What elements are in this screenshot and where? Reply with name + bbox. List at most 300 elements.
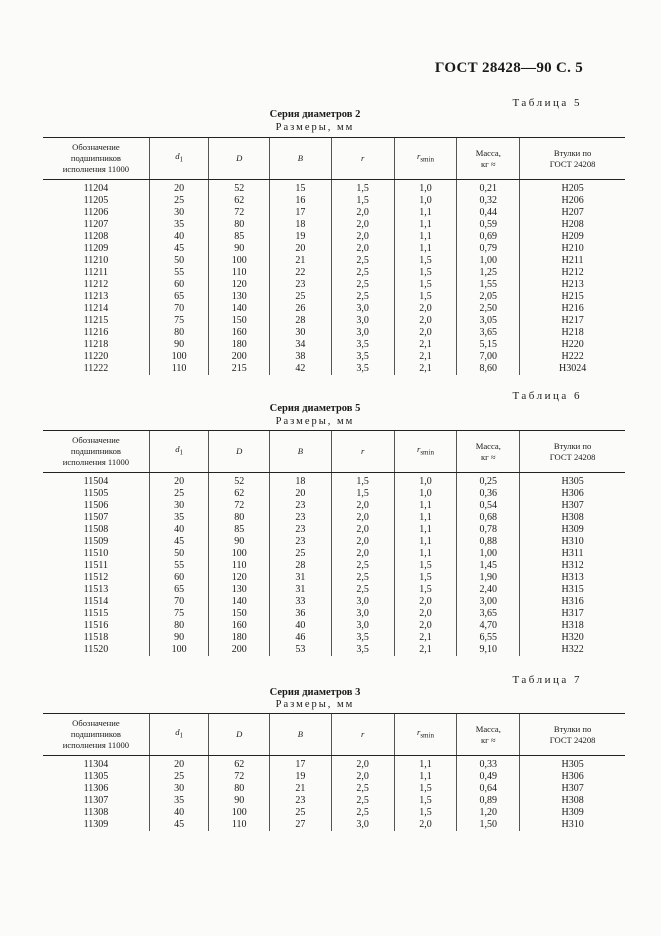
cell-r: 1,5 bbox=[331, 473, 394, 489]
cell-D: 130 bbox=[209, 291, 270, 303]
cell-designation: 11306 bbox=[83, 783, 109, 794]
header-row bbox=[43, 138, 625, 180]
cell-designation: 11307 bbox=[83, 795, 109, 806]
cell-B: 36 bbox=[270, 608, 332, 620]
cell-designation: 11520 bbox=[83, 644, 109, 655]
cell-designation: 11206 bbox=[83, 207, 109, 218]
cell-D: 100 bbox=[209, 807, 270, 819]
cell-mass: 8,60 bbox=[457, 363, 520, 375]
cell-r: 2,5 bbox=[331, 807, 394, 819]
cell-mass: 1,00 bbox=[457, 548, 520, 560]
col-header-D bbox=[209, 431, 270, 473]
cell-rsmin: 1,1 bbox=[394, 500, 457, 512]
col-header-designation bbox=[43, 714, 149, 756]
cell-r: 2,0 bbox=[331, 548, 394, 560]
cell-D: 62 bbox=[209, 756, 270, 772]
cell-sleeve: H318 bbox=[520, 620, 625, 632]
col-header-mass bbox=[457, 138, 520, 180]
table-row bbox=[43, 756, 625, 772]
cell-r: 2,5 bbox=[331, 291, 394, 303]
cell-r: 2,0 bbox=[331, 512, 394, 524]
col-header-d1 bbox=[149, 714, 209, 756]
cell-rsmin: 2,1 bbox=[394, 632, 457, 644]
cell-r: 2,0 bbox=[331, 524, 394, 536]
col-header-D bbox=[209, 714, 270, 756]
table-row bbox=[43, 548, 625, 560]
table-row bbox=[43, 231, 625, 243]
cell-B: 25 bbox=[270, 548, 332, 560]
cell-sleeve: H307 bbox=[520, 783, 625, 795]
cell-sleeve: H307 bbox=[520, 500, 625, 512]
cell-d1: 75 bbox=[149, 608, 209, 620]
table-row bbox=[43, 339, 625, 351]
cell-mass: 1,90 bbox=[457, 572, 520, 584]
cell-rsmin: 1,5 bbox=[394, 584, 457, 596]
cell-B: 23 bbox=[270, 512, 332, 524]
cell-mass: 9,10 bbox=[457, 644, 520, 656]
cell-designation: 11516 bbox=[83, 620, 109, 631]
cell-designation: 11218 bbox=[83, 339, 109, 350]
cell-mass: 3,65 bbox=[457, 327, 520, 339]
cell-D: 120 bbox=[209, 572, 270, 584]
cell-sleeve: H310 bbox=[520, 819, 625, 831]
cell-sleeve: H312 bbox=[520, 560, 625, 572]
col-header-mass bbox=[457, 714, 520, 756]
cell-D: 140 bbox=[209, 303, 270, 315]
cell-mass: 0,78 bbox=[457, 524, 520, 536]
col-header-mass-line: кг ≈ bbox=[481, 158, 496, 169]
cell-B: 18 bbox=[270, 219, 332, 231]
col-header-D bbox=[209, 138, 270, 180]
table-row bbox=[43, 291, 625, 303]
col-header-D-symbol: D bbox=[236, 153, 243, 163]
cell-d1: 20 bbox=[149, 473, 209, 489]
col-header-designation-line: Обозначение bbox=[72, 142, 120, 152]
cell-rsmin: 1,5 bbox=[394, 279, 457, 291]
table-row bbox=[43, 608, 625, 620]
col-header-d1-subscript: 1 bbox=[179, 731, 184, 740]
cell-designation: 11518 bbox=[83, 632, 109, 643]
cell-mass: 0,59 bbox=[457, 219, 520, 231]
cell-sleeve: H218 bbox=[520, 327, 625, 339]
cell-d1: 75 bbox=[149, 315, 209, 327]
col-header-B-symbol: B bbox=[297, 153, 303, 163]
cell-designation: 11308 bbox=[83, 807, 109, 818]
table-row bbox=[43, 783, 625, 795]
table-6-sizes-caption: Размеры, мм bbox=[275, 416, 355, 427]
page-header: ГОСТ 28428—90 С. 5 bbox=[434, 60, 583, 76]
cell-B: 38 bbox=[270, 351, 332, 363]
cell-B: 53 bbox=[270, 644, 332, 656]
cell-designation: 11208 bbox=[83, 231, 109, 242]
cell-r: 2,5 bbox=[331, 279, 394, 291]
cell-D: 80 bbox=[209, 219, 270, 231]
cell-rsmin: 1,5 bbox=[394, 267, 457, 279]
table-row bbox=[43, 644, 625, 656]
table-row bbox=[43, 327, 625, 339]
cell-designation: 11509 bbox=[83, 536, 109, 547]
cell-rsmin: 2,1 bbox=[394, 339, 457, 351]
col-header-d1-subscript: 1 bbox=[179, 155, 184, 164]
cell-mass: 3,65 bbox=[457, 608, 520, 620]
cell-r: 2,0 bbox=[331, 207, 394, 219]
cell-B: 34 bbox=[270, 339, 332, 351]
cell-d1: 45 bbox=[149, 536, 209, 548]
col-header-rsmin-subscript: smin bbox=[420, 448, 434, 457]
header-row bbox=[43, 714, 625, 756]
cell-rsmin: 1,1 bbox=[394, 756, 457, 772]
table-row bbox=[43, 207, 625, 219]
table-row bbox=[43, 488, 625, 500]
cell-rsmin: 1,1 bbox=[394, 207, 457, 219]
cell-mass: 7,00 bbox=[457, 351, 520, 363]
cell-sleeve: H210 bbox=[520, 243, 625, 255]
col-header-mass-line: кг ≈ bbox=[481, 451, 496, 462]
cell-B: 18 bbox=[270, 473, 332, 489]
cell-B: 28 bbox=[270, 560, 332, 572]
table-5-sizes-caption: Размеры, мм bbox=[275, 122, 355, 133]
cell-D: 62 bbox=[209, 488, 270, 500]
cell-mass: 3,05 bbox=[457, 315, 520, 327]
cell-mass: 1,25 bbox=[457, 267, 520, 279]
cell-r: 1,5 bbox=[331, 180, 394, 196]
cell-rsmin: 1,0 bbox=[394, 180, 457, 196]
cell-B: 20 bbox=[270, 243, 332, 255]
cell-r: 2,5 bbox=[331, 560, 394, 572]
cell-B: 23 bbox=[270, 500, 332, 512]
cell-B: 25 bbox=[270, 291, 332, 303]
table-row bbox=[43, 819, 625, 831]
cell-D: 110 bbox=[209, 560, 270, 572]
cell-mass: 2,40 bbox=[457, 584, 520, 596]
cell-designation: 11309 bbox=[83, 819, 109, 830]
cell-d1: 25 bbox=[149, 488, 209, 500]
table-row bbox=[43, 500, 625, 512]
table-7-label: Таблица 7 bbox=[512, 674, 582, 686]
cell-d1: 30 bbox=[149, 500, 209, 512]
table-row bbox=[43, 596, 625, 608]
cell-d1: 55 bbox=[149, 267, 209, 279]
col-header-sleeves-line: ГОСТ 24208 bbox=[549, 451, 596, 462]
cell-sleeve: H208 bbox=[520, 219, 625, 231]
cell-rsmin: 1,1 bbox=[394, 771, 457, 783]
cell-designation: 11222 bbox=[83, 363, 109, 374]
cell-rsmin: 1,5 bbox=[394, 783, 457, 795]
cell-rsmin: 2,1 bbox=[394, 363, 457, 375]
cell-d1: 55 bbox=[149, 560, 209, 572]
cell-r: 3,5 bbox=[331, 351, 394, 363]
cell-D: 72 bbox=[209, 207, 270, 219]
col-header-r bbox=[331, 431, 394, 473]
col-header-designation bbox=[43, 431, 149, 473]
cell-mass: 2,50 bbox=[457, 303, 520, 315]
cell-r: 2,5 bbox=[331, 572, 394, 584]
cell-designation: 11216 bbox=[83, 327, 109, 338]
cell-mass: 0,49 bbox=[457, 771, 520, 783]
cell-sleeve: H313 bbox=[520, 572, 625, 584]
col-header-rsmin bbox=[394, 431, 457, 473]
cell-B: 23 bbox=[270, 524, 332, 536]
cell-rsmin: 1,0 bbox=[394, 473, 457, 489]
cell-mass: 0,33 bbox=[457, 756, 520, 772]
cell-designation: 11204 bbox=[83, 183, 109, 194]
col-header-mass-line: Масса, bbox=[475, 440, 501, 451]
col-header-sleeves-line: Втулки по bbox=[553, 147, 592, 158]
cell-r: 3,0 bbox=[331, 620, 394, 632]
cell-r: 3,0 bbox=[331, 303, 394, 315]
cell-sleeve: H305 bbox=[520, 473, 625, 489]
cell-d1: 80 bbox=[149, 327, 209, 339]
cell-sleeve: H305 bbox=[520, 756, 625, 772]
cell-r: 2,5 bbox=[331, 255, 394, 267]
cell-designation: 11510 bbox=[83, 548, 109, 559]
cell-designation: 11508 bbox=[83, 524, 109, 535]
cell-sleeve: H213 bbox=[520, 279, 625, 291]
cell-d1: 50 bbox=[149, 255, 209, 267]
cell-B: 21 bbox=[270, 783, 332, 795]
cell-D: 72 bbox=[209, 771, 270, 783]
cell-B: 21 bbox=[270, 255, 332, 267]
cell-designation: 11512 bbox=[83, 572, 109, 583]
cell-d1: 20 bbox=[149, 180, 209, 196]
cell-mass: 1,20 bbox=[457, 807, 520, 819]
cell-B: 28 bbox=[270, 315, 332, 327]
cell-B: 17 bbox=[270, 756, 332, 772]
cell-sleeve: H316 bbox=[520, 596, 625, 608]
cell-d1: 40 bbox=[149, 807, 209, 819]
cell-rsmin: 2,0 bbox=[394, 819, 457, 831]
cell-designation: 11210 bbox=[83, 255, 109, 266]
cell-rsmin: 1,1 bbox=[394, 548, 457, 560]
cell-sleeve: H217 bbox=[520, 315, 625, 327]
col-header-r bbox=[331, 714, 394, 756]
col-header-r-symbol: r bbox=[360, 153, 365, 163]
cell-sleeve: H317 bbox=[520, 608, 625, 620]
cell-sleeve: H211 bbox=[520, 255, 625, 267]
cell-r: 2,5 bbox=[331, 267, 394, 279]
cell-designation: 11220 bbox=[83, 351, 109, 362]
table-row bbox=[43, 620, 625, 632]
cell-d1: 20 bbox=[149, 756, 209, 772]
table-row bbox=[43, 512, 625, 524]
col-header-r-symbol: r bbox=[360, 446, 365, 456]
col-header-rsmin-subscript: smin bbox=[420, 155, 434, 164]
cell-designation: 11511 bbox=[83, 560, 109, 571]
cell-rsmin: 1,1 bbox=[394, 524, 457, 536]
cell-designation: 11212 bbox=[83, 279, 109, 290]
cell-r: 2,0 bbox=[331, 771, 394, 783]
table-row bbox=[43, 180, 625, 196]
cell-B: 25 bbox=[270, 807, 332, 819]
cell-B: 23 bbox=[270, 536, 332, 548]
cell-sleeve: H311 bbox=[520, 548, 625, 560]
col-header-mass-line: Масса, bbox=[475, 723, 501, 734]
table-row bbox=[43, 795, 625, 807]
cell-D: 90 bbox=[209, 243, 270, 255]
cell-sleeve: H306 bbox=[520, 488, 625, 500]
cell-d1: 50 bbox=[149, 548, 209, 560]
col-header-d1-symbol: d bbox=[175, 444, 180, 455]
cell-B: 19 bbox=[270, 771, 332, 783]
cell-r: 2,0 bbox=[331, 500, 394, 512]
table-row bbox=[43, 560, 625, 572]
cell-rsmin: 1,5 bbox=[394, 795, 457, 807]
table-6-label: Таблица 6 bbox=[512, 390, 582, 402]
table-row bbox=[43, 315, 625, 327]
cell-d1: 70 bbox=[149, 303, 209, 315]
cell-r: 1,5 bbox=[331, 195, 394, 207]
cell-D: 80 bbox=[209, 783, 270, 795]
table-5-series-title: Серия диаметров 2 bbox=[269, 109, 361, 120]
table-row bbox=[43, 351, 625, 363]
cell-B: 27 bbox=[270, 819, 332, 831]
col-header-D-symbol: D bbox=[236, 729, 243, 739]
cell-mass: 0,36 bbox=[457, 488, 520, 500]
cell-mass: 0,32 bbox=[457, 195, 520, 207]
cell-designation: 11506 bbox=[83, 500, 109, 511]
cell-r: 3,5 bbox=[331, 632, 394, 644]
cell-r: 3,5 bbox=[331, 363, 394, 375]
col-header-designation-line: исполнения 11000 bbox=[62, 740, 130, 750]
cell-r: 2,0 bbox=[331, 756, 394, 772]
col-header-mass-line: Масса, bbox=[475, 147, 501, 158]
cell-sleeve: H315 bbox=[520, 584, 625, 596]
cell-sleeve: H308 bbox=[520, 795, 625, 807]
cell-B: 40 bbox=[270, 620, 332, 632]
cell-d1: 70 bbox=[149, 596, 209, 608]
col-header-designation-line: исполнения 11000 bbox=[62, 457, 130, 467]
cell-d1: 25 bbox=[149, 195, 209, 207]
table-7-sizes-caption: Размеры, мм bbox=[275, 699, 355, 710]
cell-mass: 1,45 bbox=[457, 560, 520, 572]
cell-B: 26 bbox=[270, 303, 332, 315]
cell-D: 180 bbox=[209, 339, 270, 351]
col-header-rsmin bbox=[394, 714, 457, 756]
cell-r: 3,0 bbox=[331, 608, 394, 620]
col-header-rsmin-symbol: r bbox=[416, 727, 421, 738]
cell-mass: 0,25 bbox=[457, 473, 520, 489]
cell-d1: 40 bbox=[149, 231, 209, 243]
col-header-designation-line: исполнения 11000 bbox=[62, 164, 130, 174]
cell-mass: 3,00 bbox=[457, 596, 520, 608]
cell-D: 200 bbox=[209, 644, 270, 656]
cell-r: 2,0 bbox=[331, 219, 394, 231]
table-5-label: Таблица 5 bbox=[512, 97, 582, 109]
col-header-sleeves-line: ГОСТ 24208 bbox=[549, 734, 596, 745]
cell-D: 130 bbox=[209, 584, 270, 596]
bearing-table-6 bbox=[43, 430, 625, 656]
cell-mass: 0,89 bbox=[457, 795, 520, 807]
cell-D: 150 bbox=[209, 315, 270, 327]
table-row bbox=[43, 807, 625, 819]
cell-d1: 35 bbox=[149, 795, 209, 807]
table-row bbox=[43, 255, 625, 267]
cell-r: 2,0 bbox=[331, 231, 394, 243]
table-row bbox=[43, 524, 625, 536]
cell-mass: 5,15 bbox=[457, 339, 520, 351]
cell-d1: 30 bbox=[149, 207, 209, 219]
col-header-B-symbol: B bbox=[297, 729, 303, 739]
cell-d1: 100 bbox=[149, 351, 209, 363]
cell-D: 52 bbox=[209, 473, 270, 489]
col-header-sleeves bbox=[520, 431, 625, 473]
cell-D: 140 bbox=[209, 596, 270, 608]
cell-mass: 0,54 bbox=[457, 500, 520, 512]
cell-B: 15 bbox=[270, 180, 332, 196]
cell-sleeve: H212 bbox=[520, 267, 625, 279]
cell-d1: 45 bbox=[149, 819, 209, 831]
cell-d1: 30 bbox=[149, 783, 209, 795]
cell-mass: 1,50 bbox=[457, 819, 520, 831]
col-header-d1-subscript: 1 bbox=[179, 448, 184, 457]
cell-r: 3,0 bbox=[331, 315, 394, 327]
cell-rsmin: 1,5 bbox=[394, 572, 457, 584]
cell-sleeve: H320 bbox=[520, 632, 625, 644]
cell-d1: 60 bbox=[149, 279, 209, 291]
col-header-designation-line: Обозначение bbox=[72, 435, 120, 445]
cell-d1: 25 bbox=[149, 771, 209, 783]
cell-r: 3,0 bbox=[331, 327, 394, 339]
table-row bbox=[43, 195, 625, 207]
cell-rsmin: 1,5 bbox=[394, 807, 457, 819]
cell-rsmin: 2,0 bbox=[394, 303, 457, 315]
cell-sleeve: H309 bbox=[520, 807, 625, 819]
col-header-B bbox=[270, 714, 332, 756]
cell-d1: 65 bbox=[149, 291, 209, 303]
cell-D: 85 bbox=[209, 524, 270, 536]
cell-designation: 11514 bbox=[83, 596, 109, 607]
col-header-r bbox=[331, 138, 394, 180]
cell-sleeve: H220 bbox=[520, 339, 625, 351]
cell-designation: 11207 bbox=[83, 219, 109, 230]
cell-B: 33 bbox=[270, 596, 332, 608]
cell-rsmin: 2,1 bbox=[394, 351, 457, 363]
cell-B: 19 bbox=[270, 231, 332, 243]
cell-mass: 0,69 bbox=[457, 231, 520, 243]
cell-r: 1,5 bbox=[331, 488, 394, 500]
cell-D: 150 bbox=[209, 608, 270, 620]
cell-rsmin: 1,1 bbox=[394, 231, 457, 243]
cell-r: 2,5 bbox=[331, 584, 394, 596]
cell-D: 215 bbox=[209, 363, 270, 375]
cell-mass: 0,88 bbox=[457, 536, 520, 548]
cell-sleeve: H310 bbox=[520, 536, 625, 548]
cell-mass: 0,44 bbox=[457, 207, 520, 219]
table-6-series-title: Серия диаметров 5 bbox=[269, 403, 361, 414]
table-row bbox=[43, 267, 625, 279]
cell-mass: 1,55 bbox=[457, 279, 520, 291]
cell-mass: 6,55 bbox=[457, 632, 520, 644]
col-header-designation bbox=[43, 138, 149, 180]
table-row bbox=[43, 771, 625, 783]
cell-B: 30 bbox=[270, 327, 332, 339]
cell-B: 31 bbox=[270, 572, 332, 584]
cell-D: 90 bbox=[209, 795, 270, 807]
col-header-rsmin-symbol: r bbox=[416, 444, 421, 455]
cell-rsmin: 2,0 bbox=[394, 620, 457, 632]
col-header-B bbox=[270, 138, 332, 180]
cell-D: 85 bbox=[209, 231, 270, 243]
cell-designation: 11205 bbox=[83, 195, 109, 206]
cell-rsmin: 2,0 bbox=[394, 315, 457, 327]
cell-r: 3,5 bbox=[331, 644, 394, 656]
cell-B: 31 bbox=[270, 584, 332, 596]
cell-sleeve: H207 bbox=[520, 207, 625, 219]
cell-r: 3,5 bbox=[331, 339, 394, 351]
cell-designation: 11209 bbox=[83, 243, 109, 254]
cell-D: 52 bbox=[209, 180, 270, 196]
cell-D: 100 bbox=[209, 548, 270, 560]
